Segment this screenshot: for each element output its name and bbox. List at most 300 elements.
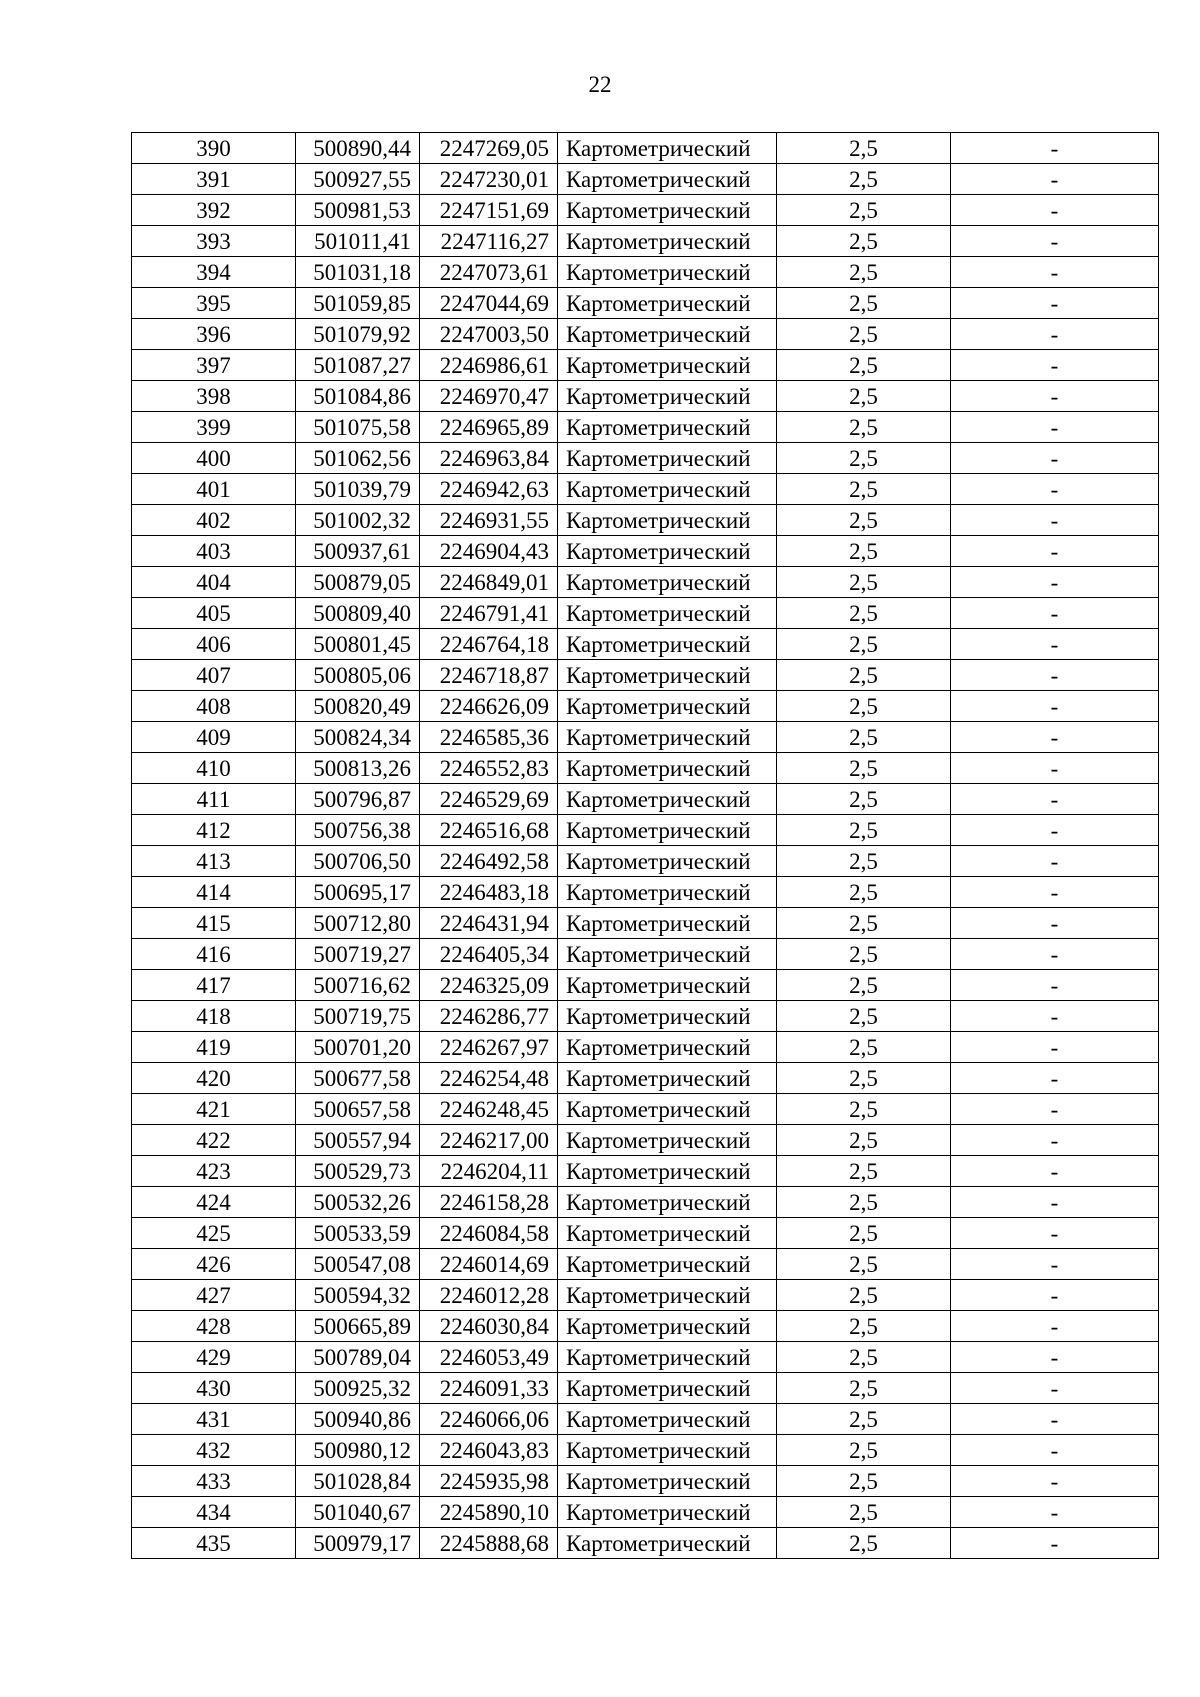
point-number-cell: 399: [132, 412, 296, 443]
error-cell: 2,5: [777, 288, 951, 319]
x-coordinate-cell: 500532,26: [296, 1187, 420, 1218]
note-cell: -: [951, 164, 1159, 195]
error-cell: 2,5: [777, 846, 951, 877]
point-number-cell: 422: [132, 1125, 296, 1156]
note-cell: -: [951, 226, 1159, 257]
x-coordinate-cell: 501011,41: [296, 226, 420, 257]
table-row: [132, 1528, 1159, 1559]
point-number-cell: 420: [132, 1063, 296, 1094]
method-cell: Картометрический: [558, 877, 777, 908]
error-cell: 2,5: [777, 381, 951, 412]
method-cell: Картометрический: [558, 164, 777, 195]
point-number-cell: 410: [132, 753, 296, 784]
method-cell: Картометрический: [558, 970, 777, 1001]
table-row: [132, 195, 1159, 226]
y-coordinate-cell: 2246483,18: [420, 877, 558, 908]
note-cell: -: [951, 784, 1159, 815]
x-coordinate-cell: 500594,32: [296, 1280, 420, 1311]
point-number-cell: 401: [132, 474, 296, 505]
y-coordinate-cell: 2245935,98: [420, 1466, 558, 1497]
method-cell: Картометрический: [558, 319, 777, 350]
method-cell: Картометрический: [558, 1342, 777, 1373]
note-cell: -: [951, 1342, 1159, 1373]
note-cell: -: [951, 877, 1159, 908]
error-cell: 2,5: [777, 1063, 951, 1094]
table-row: [132, 1311, 1159, 1342]
point-number-cell: 394: [132, 257, 296, 288]
table-row: [132, 1187, 1159, 1218]
table-row: [132, 784, 1159, 815]
note-cell: -: [951, 753, 1159, 784]
x-coordinate-cell: 500805,06: [296, 660, 420, 691]
y-coordinate-cell: 2246066,06: [420, 1404, 558, 1435]
x-coordinate-cell: 500665,89: [296, 1311, 420, 1342]
table-row: [132, 846, 1159, 877]
method-cell: Картометрический: [558, 226, 777, 257]
x-coordinate-cell: 501028,84: [296, 1466, 420, 1497]
point-number-cell: 404: [132, 567, 296, 598]
x-coordinate-cell: 501084,86: [296, 381, 420, 412]
y-coordinate-cell: 2246267,97: [420, 1032, 558, 1063]
y-coordinate-cell: 2246492,58: [420, 846, 558, 877]
table-row: [132, 908, 1159, 939]
note-cell: -: [951, 288, 1159, 319]
error-cell: 2,5: [777, 1032, 951, 1063]
y-coordinate-cell: 2246091,33: [420, 1373, 558, 1404]
y-coordinate-cell: 2246965,89: [420, 412, 558, 443]
error-cell: 2,5: [777, 474, 951, 505]
point-number-cell: 411: [132, 784, 296, 815]
note-cell: -: [951, 815, 1159, 846]
y-coordinate-cell: 2246053,49: [420, 1342, 558, 1373]
point-number-cell: 431: [132, 1404, 296, 1435]
x-coordinate-cell: 500719,75: [296, 1001, 420, 1032]
error-cell: 2,5: [777, 1125, 951, 1156]
table-row: [132, 1218, 1159, 1249]
x-coordinate-cell: 500981,53: [296, 195, 420, 226]
method-cell: Картометрический: [558, 629, 777, 660]
x-coordinate-cell: 500979,17: [296, 1528, 420, 1559]
note-cell: -: [951, 381, 1159, 412]
method-cell: Картометрический: [558, 660, 777, 691]
error-cell: 2,5: [777, 1311, 951, 1342]
error-cell: 2,5: [777, 1249, 951, 1280]
error-cell: 2,5: [777, 1280, 951, 1311]
table-row: [132, 288, 1159, 319]
table-row: [132, 1249, 1159, 1280]
method-cell: Картометрический: [558, 1497, 777, 1528]
table-row: [132, 970, 1159, 1001]
note-cell: -: [951, 1528, 1159, 1559]
x-coordinate-cell: 500980,12: [296, 1435, 420, 1466]
table-row: [132, 133, 1159, 164]
method-cell: Картометрический: [558, 1249, 777, 1280]
y-coordinate-cell: 2246405,34: [420, 939, 558, 970]
point-number-cell: 390: [132, 133, 296, 164]
y-coordinate-cell: 2246986,61: [420, 350, 558, 381]
x-coordinate-cell: 500529,73: [296, 1156, 420, 1187]
y-coordinate-cell: 2245888,68: [420, 1528, 558, 1559]
point-number-cell: 393: [132, 226, 296, 257]
point-number-cell: 433: [132, 1466, 296, 1497]
note-cell: -: [951, 660, 1159, 691]
method-cell: Картометрический: [558, 1280, 777, 1311]
error-cell: 2,5: [777, 412, 951, 443]
point-number-cell: 391: [132, 164, 296, 195]
error-cell: 2,5: [777, 1156, 951, 1187]
y-coordinate-cell: 2246849,01: [420, 567, 558, 598]
table-row: [132, 691, 1159, 722]
error-cell: 2,5: [777, 1001, 951, 1032]
x-coordinate-cell: 501039,79: [296, 474, 420, 505]
error-cell: 2,5: [777, 443, 951, 474]
table-row: [132, 1435, 1159, 1466]
y-coordinate-cell: 2246014,69: [420, 1249, 558, 1280]
method-cell: Картометрический: [558, 1373, 777, 1404]
x-coordinate-cell: 500756,38: [296, 815, 420, 846]
error-cell: 2,5: [777, 815, 951, 846]
x-coordinate-cell: 500820,49: [296, 691, 420, 722]
x-coordinate-cell: 501062,56: [296, 443, 420, 474]
note-cell: -: [951, 1187, 1159, 1218]
point-number-cell: 396: [132, 319, 296, 350]
table-row: [132, 381, 1159, 412]
method-cell: Картометрический: [558, 505, 777, 536]
x-coordinate-cell: 500533,59: [296, 1218, 420, 1249]
error-cell: 2,5: [777, 629, 951, 660]
point-number-cell: 395: [132, 288, 296, 319]
point-number-cell: 435: [132, 1528, 296, 1559]
y-coordinate-cell: 2246764,18: [420, 629, 558, 660]
error-cell: 2,5: [777, 660, 951, 691]
table-row: [132, 815, 1159, 846]
point-number-cell: 417: [132, 970, 296, 1001]
error-cell: 2,5: [777, 877, 951, 908]
x-coordinate-cell: 500813,26: [296, 753, 420, 784]
point-number-cell: 418: [132, 1001, 296, 1032]
x-coordinate-cell: 501059,85: [296, 288, 420, 319]
note-cell: -: [951, 629, 1159, 660]
error-cell: 2,5: [777, 722, 951, 753]
table-row: [132, 567, 1159, 598]
method-cell: Картометрический: [558, 1404, 777, 1435]
y-coordinate-cell: 2247269,05: [420, 133, 558, 164]
table-row: [132, 1001, 1159, 1032]
method-cell: Картометрический: [558, 288, 777, 319]
method-cell: Картометрический: [558, 1466, 777, 1497]
point-number-cell: 397: [132, 350, 296, 381]
method-cell: Картометрический: [558, 381, 777, 412]
method-cell: Картометрический: [558, 536, 777, 567]
note-cell: -: [951, 939, 1159, 970]
error-cell: 2,5: [777, 133, 951, 164]
x-coordinate-cell: 500657,58: [296, 1094, 420, 1125]
y-coordinate-cell: 2246516,68: [420, 815, 558, 846]
y-coordinate-cell: 2246626,09: [420, 691, 558, 722]
note-cell: -: [951, 505, 1159, 536]
table-row: [132, 350, 1159, 381]
error-cell: 2,5: [777, 1094, 951, 1125]
point-number-cell: 414: [132, 877, 296, 908]
table-row: [132, 1032, 1159, 1063]
x-coordinate-cell: 500712,80: [296, 908, 420, 939]
point-number-cell: 405: [132, 598, 296, 629]
x-coordinate-cell: 500719,27: [296, 939, 420, 970]
table-row: [132, 722, 1159, 753]
note-cell: -: [951, 1249, 1159, 1280]
method-cell: Картометрический: [558, 133, 777, 164]
y-coordinate-cell: 2246931,55: [420, 505, 558, 536]
y-coordinate-cell: 2246970,47: [420, 381, 558, 412]
method-cell: Картометрический: [558, 1435, 777, 1466]
table-row: [132, 629, 1159, 660]
y-coordinate-cell: 2246030,84: [420, 1311, 558, 1342]
note-cell: -: [951, 1404, 1159, 1435]
y-coordinate-cell: 2246286,77: [420, 1001, 558, 1032]
error-cell: 2,5: [777, 1497, 951, 1528]
x-coordinate-cell: 501075,58: [296, 412, 420, 443]
error-cell: 2,5: [777, 1404, 951, 1435]
point-number-cell: 412: [132, 815, 296, 846]
x-coordinate-cell: 500557,94: [296, 1125, 420, 1156]
error-cell: 2,5: [777, 257, 951, 288]
note-cell: -: [951, 319, 1159, 350]
note-cell: -: [951, 257, 1159, 288]
error-cell: 2,5: [777, 784, 951, 815]
note-cell: -: [951, 474, 1159, 505]
x-coordinate-cell: 500927,55: [296, 164, 420, 195]
point-number-cell: 419: [132, 1032, 296, 1063]
error-cell: 2,5: [777, 226, 951, 257]
note-cell: -: [951, 412, 1159, 443]
method-cell: Картометрический: [558, 846, 777, 877]
point-number-cell: 421: [132, 1094, 296, 1125]
note-cell: -: [951, 195, 1159, 226]
note-cell: -: [951, 1063, 1159, 1094]
table-row: [132, 1094, 1159, 1125]
note-cell: -: [951, 1280, 1159, 1311]
table-row: [132, 257, 1159, 288]
table-row: [132, 1125, 1159, 1156]
note-cell: -: [951, 1497, 1159, 1528]
note-cell: -: [951, 133, 1159, 164]
note-cell: -: [951, 1032, 1159, 1063]
point-number-cell: 424: [132, 1187, 296, 1218]
error-cell: 2,5: [777, 939, 951, 970]
table-row: [132, 1373, 1159, 1404]
y-coordinate-cell: 2247230,01: [420, 164, 558, 195]
y-coordinate-cell: 2246012,28: [420, 1280, 558, 1311]
method-cell: Картометрический: [558, 815, 777, 846]
method-cell: Картометрический: [558, 1311, 777, 1342]
error-cell: 2,5: [777, 319, 951, 350]
error-cell: 2,5: [777, 1218, 951, 1249]
method-cell: Картометрический: [558, 1528, 777, 1559]
method-cell: Картометрический: [558, 691, 777, 722]
point-number-cell: 409: [132, 722, 296, 753]
point-number-cell: 398: [132, 381, 296, 412]
table-row: [132, 1497, 1159, 1528]
y-coordinate-cell: 2247003,50: [420, 319, 558, 350]
y-coordinate-cell: 2247151,69: [420, 195, 558, 226]
method-cell: Картометрический: [558, 257, 777, 288]
note-cell: -: [951, 908, 1159, 939]
point-number-cell: 415: [132, 908, 296, 939]
error-cell: 2,5: [777, 1435, 951, 1466]
method-cell: Картометрический: [558, 753, 777, 784]
method-cell: Картометрический: [558, 412, 777, 443]
note-cell: -: [951, 691, 1159, 722]
y-coordinate-cell: 2246204,11: [420, 1156, 558, 1187]
method-cell: Картометрический: [558, 474, 777, 505]
page-number: 22: [588, 72, 612, 97]
note-cell: -: [951, 722, 1159, 753]
y-coordinate-cell: 2246942,63: [420, 474, 558, 505]
y-coordinate-cell: 2246529,69: [420, 784, 558, 815]
x-coordinate-cell: 500937,61: [296, 536, 420, 567]
method-cell: Картометрический: [558, 1125, 777, 1156]
x-coordinate-cell: 500677,58: [296, 1063, 420, 1094]
error-cell: 2,5: [777, 1528, 951, 1559]
table-row: [132, 1063, 1159, 1094]
table-row: [132, 1280, 1159, 1311]
x-coordinate-cell: 501079,92: [296, 319, 420, 350]
note-cell: -: [951, 1435, 1159, 1466]
note-cell: -: [951, 1311, 1159, 1342]
error-cell: 2,5: [777, 1187, 951, 1218]
x-coordinate-cell: 501040,67: [296, 1497, 420, 1528]
point-number-cell: 408: [132, 691, 296, 722]
method-cell: Картометрический: [558, 567, 777, 598]
table-row: [132, 753, 1159, 784]
error-cell: 2,5: [777, 753, 951, 784]
table-row: [132, 474, 1159, 505]
error-cell: 2,5: [777, 350, 951, 381]
error-cell: 2,5: [777, 970, 951, 1001]
note-cell: -: [951, 536, 1159, 567]
method-cell: Картометрический: [558, 784, 777, 815]
point-number-cell: 392: [132, 195, 296, 226]
note-cell: -: [951, 970, 1159, 1001]
note-cell: -: [951, 443, 1159, 474]
table-row: [132, 443, 1159, 474]
error-cell: 2,5: [777, 195, 951, 226]
method-cell: Картометрический: [558, 1187, 777, 1218]
method-cell: Картометрический: [558, 1032, 777, 1063]
table-row: [132, 1156, 1159, 1187]
y-coordinate-cell: 2246904,43: [420, 536, 558, 567]
y-coordinate-cell: 2246217,00: [420, 1125, 558, 1156]
x-coordinate-cell: 500547,08: [296, 1249, 420, 1280]
y-coordinate-cell: 2247073,61: [420, 257, 558, 288]
x-coordinate-cell: 500716,62: [296, 970, 420, 1001]
x-coordinate-cell: 500925,32: [296, 1373, 420, 1404]
note-cell: -: [951, 1466, 1159, 1497]
point-number-cell: 434: [132, 1497, 296, 1528]
method-cell: Картометрический: [558, 908, 777, 939]
coordinates-table-body: [132, 133, 1159, 1559]
note-cell: -: [951, 846, 1159, 877]
table-row: [132, 226, 1159, 257]
note-cell: -: [951, 598, 1159, 629]
table-row: [132, 319, 1159, 350]
error-cell: 2,5: [777, 1466, 951, 1497]
y-coordinate-cell: 2246325,09: [420, 970, 558, 1001]
method-cell: Картометрический: [558, 1001, 777, 1032]
x-coordinate-cell: 500701,20: [296, 1032, 420, 1063]
y-coordinate-cell: 2246718,87: [420, 660, 558, 691]
method-cell: Картометрический: [558, 598, 777, 629]
y-coordinate-cell: 2246791,41: [420, 598, 558, 629]
table-row: [132, 598, 1159, 629]
method-cell: Картометрический: [558, 722, 777, 753]
x-coordinate-cell: 500940,86: [296, 1404, 420, 1435]
note-cell: -: [951, 1125, 1159, 1156]
method-cell: Картометрический: [558, 195, 777, 226]
y-coordinate-cell: 2246254,48: [420, 1063, 558, 1094]
error-cell: 2,5: [777, 598, 951, 629]
point-number-cell: 400: [132, 443, 296, 474]
note-cell: -: [951, 567, 1159, 598]
error-cell: 2,5: [777, 908, 951, 939]
table-row: [132, 412, 1159, 443]
x-coordinate-cell: 500801,45: [296, 629, 420, 660]
y-coordinate-cell: 2246248,45: [420, 1094, 558, 1125]
x-coordinate-cell: 501087,27: [296, 350, 420, 381]
y-coordinate-cell: 2247116,27: [420, 226, 558, 257]
x-coordinate-cell: 500824,34: [296, 722, 420, 753]
table-row: [132, 505, 1159, 536]
x-coordinate-cell: 500695,17: [296, 877, 420, 908]
point-number-cell: 423: [132, 1156, 296, 1187]
x-coordinate-cell: 500796,87: [296, 784, 420, 815]
x-coordinate-cell: 501002,32: [296, 505, 420, 536]
point-number-cell: 403: [132, 536, 296, 567]
point-number-cell: 430: [132, 1373, 296, 1404]
x-coordinate-cell: 500809,40: [296, 598, 420, 629]
point-number-cell: 413: [132, 846, 296, 877]
method-cell: Картометрический: [558, 350, 777, 381]
coordinates-table: [131, 132, 1159, 1559]
y-coordinate-cell: 2246043,83: [420, 1435, 558, 1466]
point-number-cell: 407: [132, 660, 296, 691]
error-cell: 2,5: [777, 691, 951, 722]
point-number-cell: 425: [132, 1218, 296, 1249]
method-cell: Картометрический: [558, 939, 777, 970]
y-coordinate-cell: 2246431,94: [420, 908, 558, 939]
x-coordinate-cell: 500879,05: [296, 567, 420, 598]
note-cell: -: [951, 1373, 1159, 1404]
point-number-cell: 427: [132, 1280, 296, 1311]
table-row: [132, 1404, 1159, 1435]
y-coordinate-cell: 2246963,84: [420, 443, 558, 474]
note-cell: -: [951, 1156, 1159, 1187]
method-cell: Картометрический: [558, 1094, 777, 1125]
table-row: [132, 939, 1159, 970]
point-number-cell: 428: [132, 1311, 296, 1342]
y-coordinate-cell: 2246585,36: [420, 722, 558, 753]
point-number-cell: 416: [132, 939, 296, 970]
note-cell: -: [951, 1094, 1159, 1125]
method-cell: Картометрический: [558, 1218, 777, 1249]
method-cell: Картометрический: [558, 443, 777, 474]
x-coordinate-cell: 500890,44: [296, 133, 420, 164]
table-row: [132, 1466, 1159, 1497]
point-number-cell: 432: [132, 1435, 296, 1466]
x-coordinate-cell: 501031,18: [296, 257, 420, 288]
error-cell: 2,5: [777, 1373, 951, 1404]
point-number-cell: 429: [132, 1342, 296, 1373]
